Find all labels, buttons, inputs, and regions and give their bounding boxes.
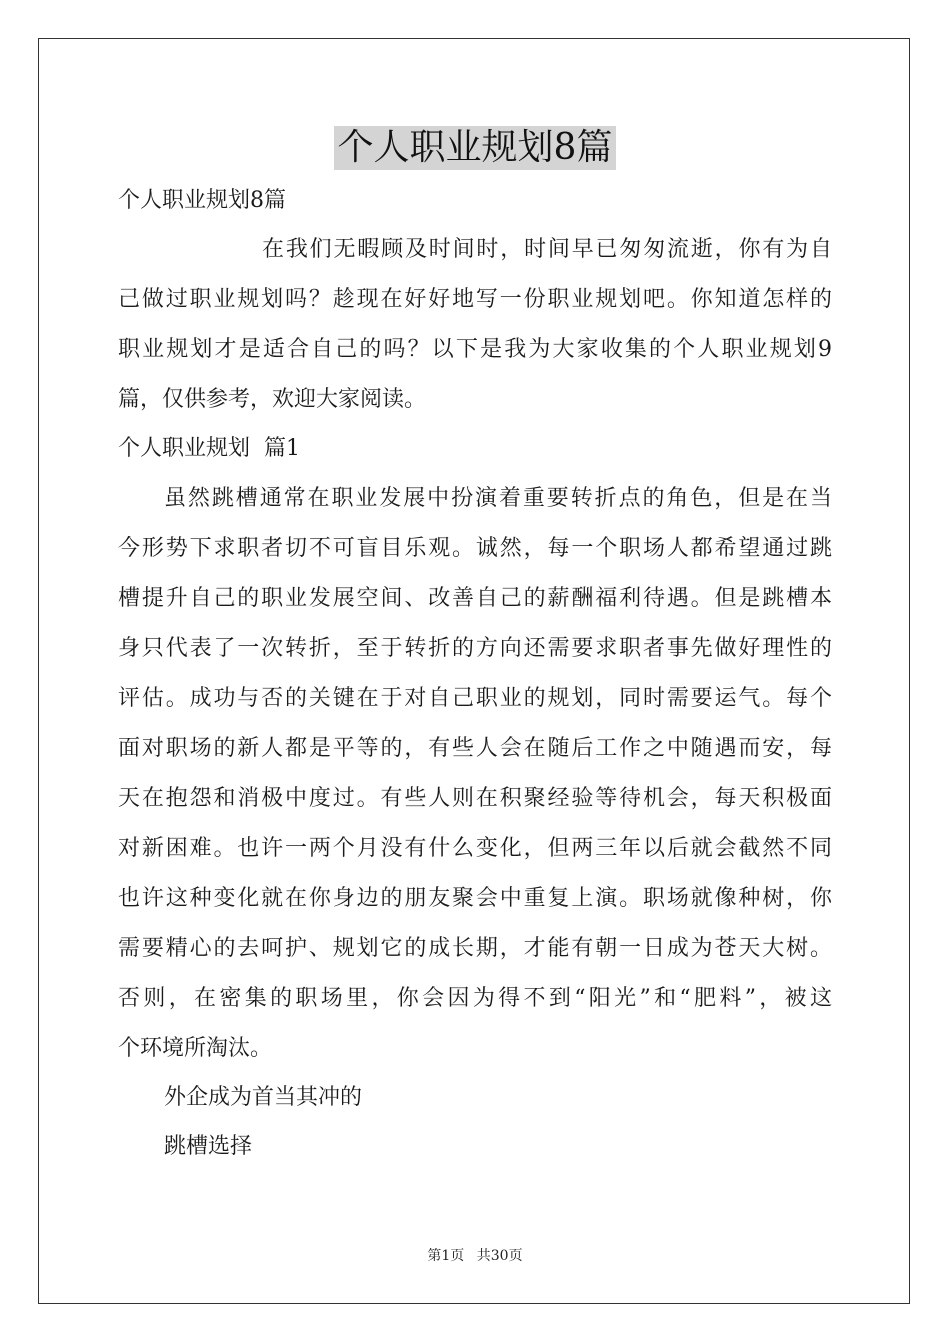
body-line: 身只代表了一次转折，至于转折的方向还需要求职者事先做好理性的 bbox=[118, 636, 832, 661]
sub-line: 跳槽选择 bbox=[164, 1134, 253, 1159]
body-line: 评估。成功与否的关键在于对自己职业的规划，同时需要运气。每个 bbox=[118, 686, 832, 711]
document-title: 个人职业规划8篇 bbox=[334, 126, 617, 170]
page-footer bbox=[0, 1246, 950, 1266]
body-line: 对新困难。也许一两个月没有什么变化，但两三年以后就会截然不同 bbox=[118, 836, 832, 861]
body-line: 虽然跳槽通常在职业发展中扮演着重要转折点的角色，但是在当 bbox=[164, 486, 832, 511]
intro-line: 职业规划才是适合自己的吗？以下是我为大家收集的个人职业规划9 bbox=[118, 337, 832, 362]
intro-line: 己做过职业规划吗？趁现在好好地写一份职业规划吧。你知道怎样的 bbox=[118, 287, 832, 312]
body-line: 需要精心的去呵护、规划它的成长期，才能有朝一日成为苍天大树。 bbox=[118, 936, 832, 961]
body-line: 否则，在密集的职场里，你会因为得不到“阳光”和“肥料”，被这 bbox=[118, 986, 832, 1011]
body-line: 个环境所淘汰。 bbox=[118, 1036, 273, 1061]
page-total: 共30页 bbox=[476, 1248, 523, 1264]
page-number: 第1页 bbox=[427, 1248, 465, 1264]
body-line: 面对职场的新人都是平等的，有些人会在随后工作之中随遇而安，每 bbox=[118, 736, 832, 761]
body-line: 今形势下求职者切不可盲目乐观。诚然，每一个职场人都希望通过跳 bbox=[118, 536, 832, 561]
body-line: 也许这种变化就在你身边的朋友聚会中重复上演。职场就像种树，你 bbox=[118, 886, 832, 911]
sub-line: 外企成为首当其冲的 bbox=[164, 1085, 363, 1110]
title-area bbox=[0, 126, 950, 170]
page-border bbox=[38, 38, 910, 1304]
intro-line: 在我们无暇顾及时间时，时间早已匆匆流逝，你有为自 bbox=[262, 237, 832, 262]
body-line: 槽提升自己的职业发展空间、改善自己的薪酬福利待遇。但是跳槽本 bbox=[118, 586, 832, 611]
body-line: 天在抱怨和消极中度过。有些人则在积聚经验等待机会，每天积极面 bbox=[118, 786, 832, 811]
document-subtitle: 个人职业规划8篇 bbox=[118, 188, 286, 213]
section-heading: 个人职业规划 篇1 bbox=[118, 436, 300, 461]
intro-line: 篇，仅供参考，欢迎大家阅读。 bbox=[118, 387, 427, 412]
